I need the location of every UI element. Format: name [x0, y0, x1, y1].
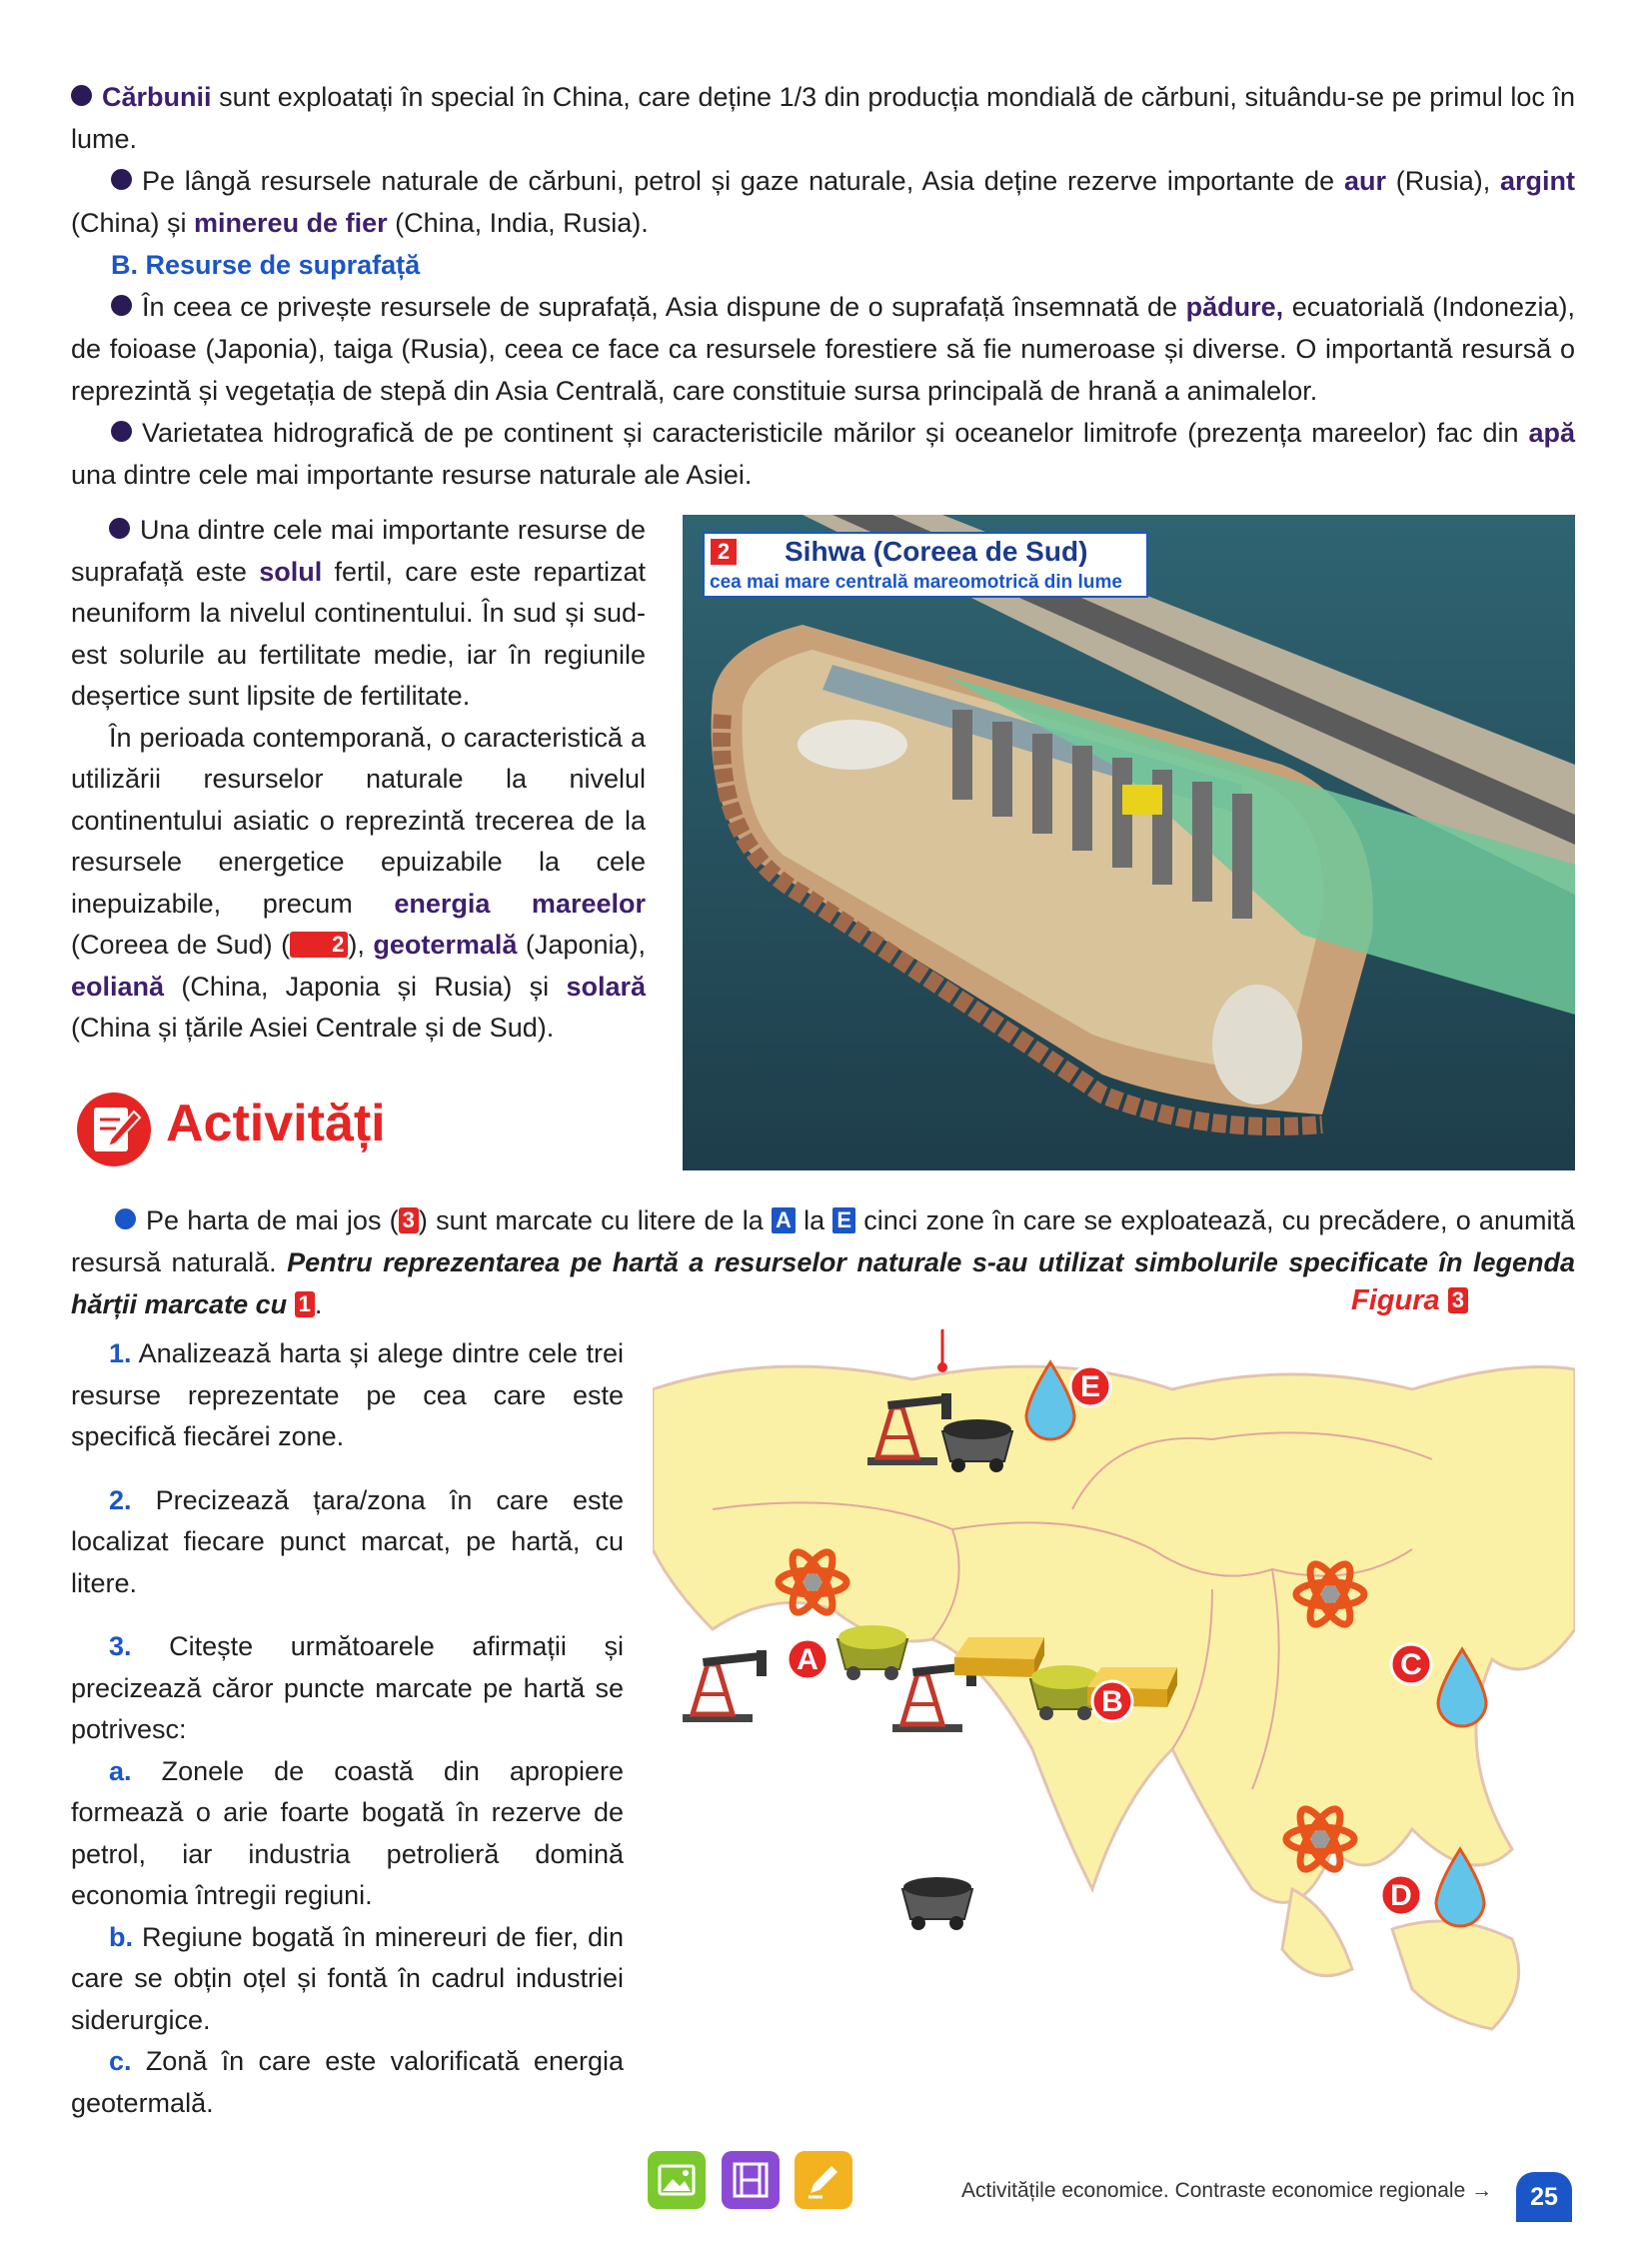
paragraph-soil: Una dintre cele mai importante resurse de suprafață este solul fertil, care este repartizat neuniform la nivelul continentului. În sud și sud-est solurile au fertilitate medie, iar în regiunile deșertice sunt lipsite de fertilitate.	[71, 515, 646, 711]
soil-text	[71, 510, 646, 1050]
letter-e-badge: E	[832, 1207, 855, 1233]
question-3c: c. Zonă în care este valorificată energia geotermală.	[71, 2046, 624, 2118]
figure-ref-3[interactable]: 3	[399, 1207, 419, 1233]
marker-c[interactable]	[1391, 1644, 1431, 1684]
photo-number: 2	[711, 539, 737, 565]
question-1: 1. Analizează harta și alege dintre cele trei resurse reprezentate pe cea care este specifică fiecărei zone.	[71, 1338, 624, 1451]
bullet-icon	[115, 1208, 136, 1229]
activities-intro	[71, 1199, 1575, 1325]
paragraph-water: Varietatea hidrografică de pe continent și caracteristicile mărilor și oceanelor limitrofe (prezența mareelor) fac din apă una dintre cele mai importante resurse naturale ale Asiei.	[71, 418, 1575, 490]
bullet-icon	[111, 169, 132, 190]
intro-text	[71, 76, 1575, 496]
photo-title: Sihwa (Coreea de Sud)	[785, 536, 1088, 567]
image-icon	[648, 2151, 706, 2209]
figure-label: Figura 3	[1351, 1284, 1468, 1317]
marker-e[interactable]	[1070, 1366, 1110, 1406]
question-3a: a. Zonele de coastă din apropiere formează o arie foarte bogată în rezerve de petrol, iar industria petrolieră domină economia întregii regiuni.	[71, 1755, 624, 1910]
marker-a[interactable]	[788, 1639, 827, 1679]
question-2: 2. Precizează țara/zona în care este localizat fiecare punct marcat, pe hartă, cu litere.	[71, 1484, 624, 1598]
figure-ref-2[interactable]: 2	[290, 932, 348, 958]
photo-subtitle: cea mai mare centrală mareomotrică din lume	[710, 572, 1122, 593]
questions	[71, 1333, 624, 2124]
chapter-footer: Activitățile economice. Contraste economice regionale →	[961, 2179, 1493, 2202]
paragraph-metals: Pe lângă resursele naturale de cărbuni, petrol și gaze naturale, Asia deține rezerve importante de aur (Rusia), argint (China) și minereu de fier (China, India, Rusia).	[71, 166, 1575, 238]
arrow-right-icon: →	[1471, 2179, 1493, 2202]
activities-intro-paragraph: Pe harta de mai jos ( 3 ) sunt marcate cu litere de la A la E cinci zone în care se exploatează, cu precădere, o anumită resursă naturală. Pentru reprezentarea pe hartă a resurselor naturale s-au utilizat simbolurile specificate în legenda hărții marcate cu 1 .	[71, 1205, 1575, 1319]
marker-b[interactable]	[1092, 1681, 1132, 1721]
svg-text:D: D	[1390, 1879, 1412, 1912]
letter-a-badge: A	[772, 1207, 796, 1233]
image-gallery-button[interactable]	[648, 2151, 706, 2209]
bullet-icon	[111, 295, 132, 316]
figure-ref-1[interactable]: 1	[295, 1291, 315, 1317]
marker-d[interactable]	[1381, 1875, 1421, 1915]
exercise-button[interactable]	[795, 2151, 852, 2209]
question-3: 3. Citește următoarele afirmații și precizează căror puncte marcate pe hartă se potrivesc:	[71, 1631, 624, 1744]
tidal-plant-photo	[683, 515, 1575, 1170]
tidal-plant-illustration	[683, 515, 1575, 1170]
question-3b: b. Regiune bogată în minereuri de fier, din care se obțin oțel și fontă în cadrul industriei siderurgice.	[71, 1921, 624, 2035]
film-icon	[722, 2151, 780, 2209]
paragraph-coal: Cărbunii sunt exploatați în special în China, care deține 1/3 din producția mondială de cărbuni, situându-se pe primul loc în lume.	[71, 82, 1575, 154]
activity-pencil-icon	[76, 1092, 152, 1167]
svg-text:C: C	[1400, 1648, 1422, 1681]
section-b-title: B. Resurse de suprafață	[111, 250, 421, 280]
asia-resources-map	[653, 1329, 1575, 2057]
activities-title: Activități	[166, 1095, 386, 1152]
paragraph-forest: În ceea ce privește resursele de suprafață, Asia dispune de o suprafață însemnată de pădure, ecuatorială (Indonezia), de foioase (Japonia), taiga (Rusia), ceea ce face ca resursele forestiere să fie numeroase și diverse. O importantă resursă o reprezintă și vegetația de stepă din Asia Centrală, care constituie sursa principală de hrană a animalelor.	[71, 292, 1576, 406]
svg-text:E: E	[1079, 1370, 1101, 1403]
bullet-icon	[109, 518, 130, 539]
svg-text:A: A	[797, 1643, 819, 1676]
video-button[interactable]	[722, 2151, 780, 2209]
bullet-icon	[111, 421, 132, 442]
pencil-icon	[795, 2151, 852, 2209]
figure-number: 3	[1448, 1287, 1468, 1313]
page-number: 25	[1516, 2172, 1572, 2222]
photo-caption	[703, 532, 1148, 598]
svg-text:B: B	[1101, 1685, 1123, 1718]
bullet-icon	[71, 85, 92, 106]
paragraph-renewables: În perioada contemporană, o caracteristică a utilizării resurselor naturale la nivelul continentului asiatic o reprezintă trecerea de la resursele energetice epuizabile la cele inepuizabile, precum energia mareelor (Coreea de Sud) ( 2 ), geotermală (Japonia), eoliană (China, Japonia și Rusia) și solară (China și țările Asiei Centrale și de Sud).	[71, 722, 646, 1043]
